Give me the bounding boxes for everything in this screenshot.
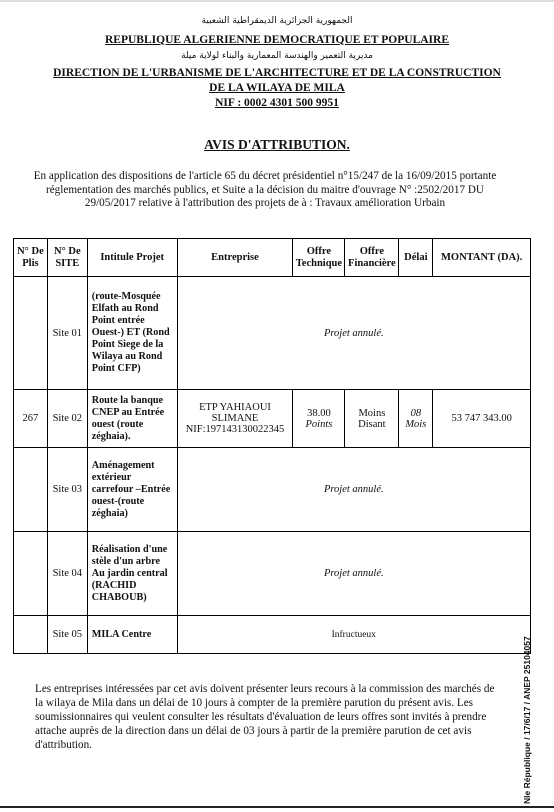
header-projet: Intitule Projet	[87, 239, 177, 277]
projet-cell: (route-Mosquée Elfath au Rond Point entrée Ouest-) ET (Rond Point Siege de la Wilaya au Rond Point CFP)	[87, 277, 177, 390]
side-publication-stamp: Nle République / 17/6/17 / ANEP 25104057	[522, 636, 532, 804]
site-cell: Site 04	[47, 532, 87, 616]
projet-cell: Réalisation d'une stèle d'un arbre Au jardin central (RACHID CHABOUB)	[87, 532, 177, 616]
montant-cell: 53 747 343.00	[433, 390, 531, 448]
intro-paragraph: En application des dispositions de l'article 65 du décret présidentiel n°15/247 de la 16/09/2015 portante réglementation des marchés publics, et Suite a la décision du maitre d'ouvrage N° :2502/2017 DU 29/05/2017 relative à l'attribution des projets de à : Travaux amélioration Urbain	[33, 170, 497, 209]
top-rule	[0, 0, 554, 2]
table-row	[14, 390, 531, 448]
footer-paragraph: Les entreprises intéressées par cet avis doivent présenter leurs recours à la commission des marchés de la wilaya de Mila dans un délai de 10 jours à compter de la première parution du présent avis. Les soumissionnaires qui veulent consulter les résultats d'évaluation de leurs offres sont invités à prendre attache auprès de la direction dans un délai de 03 jours à partir de la première parution de cet avis d'attribution.	[35, 683, 495, 751]
nif-line: NIF : 0002 4301 500 9951	[215, 97, 339, 109]
site-cell: Site 05	[47, 616, 87, 654]
site-cell: Site 03	[47, 448, 87, 532]
technique-cell	[293, 390, 345, 448]
header-financiere: Offre Financière	[345, 239, 399, 277]
header-montant: MONTANT (DA).	[433, 239, 531, 277]
plis-cell	[14, 532, 48, 616]
notice-title: AVIS D'ATTRIBUTION.	[204, 137, 350, 152]
arabic-republic-line: الجمهورية الجزائرية الديمقراطية الشعبية	[201, 16, 353, 26]
financiere-cell: Moins Disant	[345, 390, 399, 448]
status-cell: Projet annulé.	[177, 277, 530, 390]
plis-cell	[14, 616, 48, 654]
table-header-row	[14, 239, 531, 277]
header-entreprise: Entreprise	[177, 239, 293, 277]
technique-unit: Points	[305, 418, 333, 430]
republic-title: REPUBLIQUE ALGERIENNE DEMOCRATIQUE ET POPULAIRE	[105, 34, 449, 46]
status-cell: Infructueux	[177, 616, 530, 654]
delai-unit: Mois	[405, 418, 427, 430]
header-delai: Délai	[399, 239, 433, 277]
projet-cell: Aménagement extérieur carrefour –Entrée ouest-(route zéghaia)	[87, 448, 177, 532]
wilaya-title: DE LA WILAYA DE MILA	[209, 82, 345, 94]
award-table	[13, 238, 531, 654]
table-row	[14, 448, 531, 532]
direction-title: DIRECTION DE L'URBANISME DE L'ARCHITECTURE ET DE LA CONSTRUCTION	[53, 67, 501, 79]
table-row	[14, 616, 531, 654]
projet-cell: Route la banque CNEP au Entrée ouest (route zéghaia).	[87, 390, 177, 448]
status-cell: Projet annulé.	[177, 448, 530, 532]
entreprise-name: ETP YAHIAOUI SLIMANE	[199, 402, 271, 424]
technique-score: 38.00	[307, 407, 331, 419]
bottom-rule	[0, 806, 554, 808]
delai-value: 08	[410, 407, 422, 419]
plis-cell: 267	[14, 390, 48, 448]
delai-cell	[399, 390, 433, 448]
header-plis: N° De Plis	[14, 239, 48, 277]
site-cell: Site 02	[47, 390, 87, 448]
plis-cell	[14, 277, 48, 390]
site-cell: Site 01	[47, 277, 87, 390]
table-row	[14, 277, 531, 390]
projet-cell: MILA Centre	[87, 616, 177, 654]
entreprise-nif: NIF:197143130022345	[185, 424, 285, 435]
entreprise-cell	[177, 390, 293, 448]
table-row	[14, 532, 531, 616]
header-site: N° De SITE	[47, 239, 87, 277]
arabic-direction-line: مديرية التعمير والهندسة المعمارية والبناء لولاية ميلة	[181, 51, 373, 61]
status-cell: Projet annulé.	[177, 532, 530, 616]
plis-cell	[14, 448, 48, 532]
header-technique: Offre Technique	[293, 239, 345, 277]
